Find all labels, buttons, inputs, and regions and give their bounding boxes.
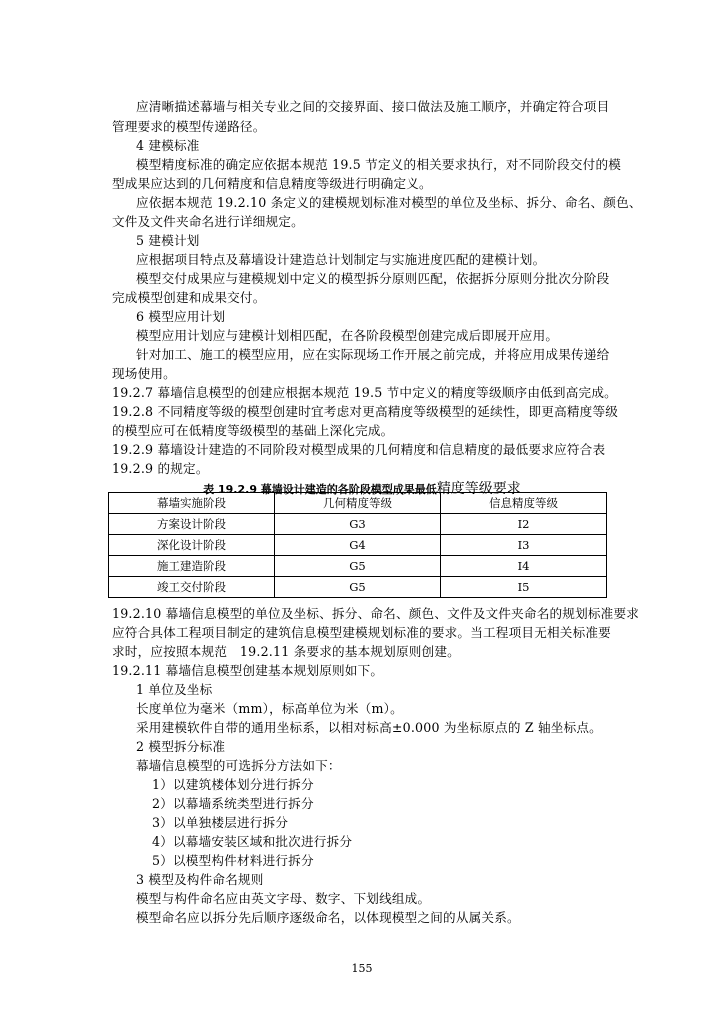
text-line: 2 模型拆分标准: [136, 739, 226, 754]
text-line: 2）以幕墙系统类型进行拆分: [152, 796, 314, 811]
table-row: [109, 556, 607, 577]
header-stage: 幕墙实施阶段: [109, 493, 275, 514]
table-cell: G5: [275, 556, 441, 577]
table-cell: 方案设计阶段: [109, 514, 275, 535]
table-header-row: [109, 493, 607, 514]
text-line: 幕墙信息模型的可选拆分方法如下：: [136, 758, 341, 773]
text-line: 应根据项目特点及幕墙设计建造总计划制定与实施进度匹配的建模计划。: [136, 252, 546, 267]
table-caption-tail: 精度等级要求: [436, 481, 521, 497]
table-cell: I5: [441, 577, 607, 598]
text-line: 求时，应按照本规范 19.2.11 条要求的基本规划原则创建。: [112, 644, 460, 659]
text-line: 19.2.9 的规定。: [112, 461, 209, 476]
table-row: [109, 514, 607, 535]
text-line: 模型应用计划应与建模计划相匹配，在各阶段模型创建完成后即展开应用。: [136, 328, 559, 343]
text-line: 采用建模软件自带的通用坐标系，以相对标高±0.000 为坐标原点的 Z 轴坐标点。: [136, 720, 602, 735]
table-cell: 竣工交付阶段: [109, 577, 275, 598]
text-line: 19.2.10 幕墙信息模型的单位及坐标、拆分、命名、颜色、文件及文件夹命名的规划标准要求: [112, 606, 640, 621]
page-number: 155: [351, 962, 373, 975]
text-line: 文件及文件夹命名进行详细规定。: [112, 214, 304, 229]
table-cell: 深化设计阶段: [109, 535, 275, 556]
header-geometric-level: 几何精度等级: [275, 493, 441, 514]
text-line: 19.2.7 幕墙信息模型的创建应根据本规范 19.5 节中定义的精度等级顺序由低到高完成。: [112, 385, 617, 400]
text-line: 长度单位为毫米（mm），标高单位为米（m）。: [136, 701, 403, 716]
text-line: 6 模型应用计划: [136, 309, 226, 324]
table-cell: G3: [275, 514, 441, 535]
text-line: 3 模型及构件命名规则: [136, 872, 264, 887]
table-cell: G5: [275, 577, 441, 598]
text-line: 的模型应可在低精度等级模型的基础上深化完成。: [112, 423, 394, 438]
text-line: 模型命名应以拆分先后顺序逐级命名，以体现模型之间的从属关系。: [136, 910, 520, 925]
header-information-level: 信息精度等级: [441, 493, 607, 514]
text-line: 模型交付成果应与建模规划中定义的模型拆分原则匹配，依据拆分原则分批次分阶段: [136, 271, 610, 286]
text-line: 19.2.9 幕墙设计建造的不同阶段对模型成果的几何精度和信息精度的最低要求应符合表: [112, 442, 606, 457]
text-line: 现场使用。: [112, 366, 176, 381]
text-line: 1 单位及坐标: [136, 682, 213, 697]
text-line: 型成果应达到的几何精度和信息精度等级进行明确定义。: [112, 176, 432, 191]
text-line: 针对加工、施工的模型应用，应在实际现场工作开展之前完成，并将应用成果传递给: [136, 347, 610, 362]
table-cell: I3: [441, 535, 607, 556]
table-row: [109, 535, 607, 556]
text-line: 完成模型创建和成果交付。: [112, 290, 266, 305]
text-line: 应依据本规范 19.2.10 条定义的建模规划标准对模型的单位及坐标、拆分、命名、颜色、: [136, 195, 642, 210]
table-cell: 施工建造阶段: [109, 556, 275, 577]
text-line: 应符合具体工程项目制定的建筑信息模型建模规划标准的要求。当工程项目无相关标准要: [112, 625, 611, 640]
text-line: 模型精度标准的确定应依据本规范 19.5 节定义的相关要求执行，对不同阶段交付的模: [136, 157, 622, 172]
text-line: 4）以幕墙安装区域和批次进行拆分: [152, 834, 353, 849]
table-cell: G4: [275, 535, 441, 556]
table-row: [109, 577, 607, 598]
text-line: 应清晰描述幕墙与相关专业之间的交接界面、接口做法及施工顺序，并确定符合项目: [136, 99, 610, 114]
text-line: 19.2.11 幕墙信息模型创建基本规划原则如下。: [112, 663, 384, 678]
text-line: 4 建模标准: [136, 138, 200, 153]
table-cell: I4: [441, 556, 607, 577]
precision-level-table: [108, 492, 607, 598]
table-cell: I2: [441, 514, 607, 535]
text-line: 1）以建筑楼体划分进行拆分: [152, 777, 314, 792]
text-line: 5 建模计划: [136, 233, 200, 248]
table-caption-main: 表 19.2.9 幕墙设计建造的各阶段模型成果最低: [203, 483, 437, 496]
text-line: 19.2.8 不同精度等级的模型创建时宜考虑对更高精度等级模型的延续性，即更高精度等级: [112, 404, 619, 419]
text-line: 5）以模型构件材料进行拆分: [152, 853, 314, 868]
text-line: 管理要求的模型传递路径。: [112, 119, 266, 134]
text-line: 3）以单独楼层进行拆分: [152, 815, 289, 830]
text-line: 模型与构件命名应由英文字母、数字、下划线组成。: [136, 891, 431, 906]
